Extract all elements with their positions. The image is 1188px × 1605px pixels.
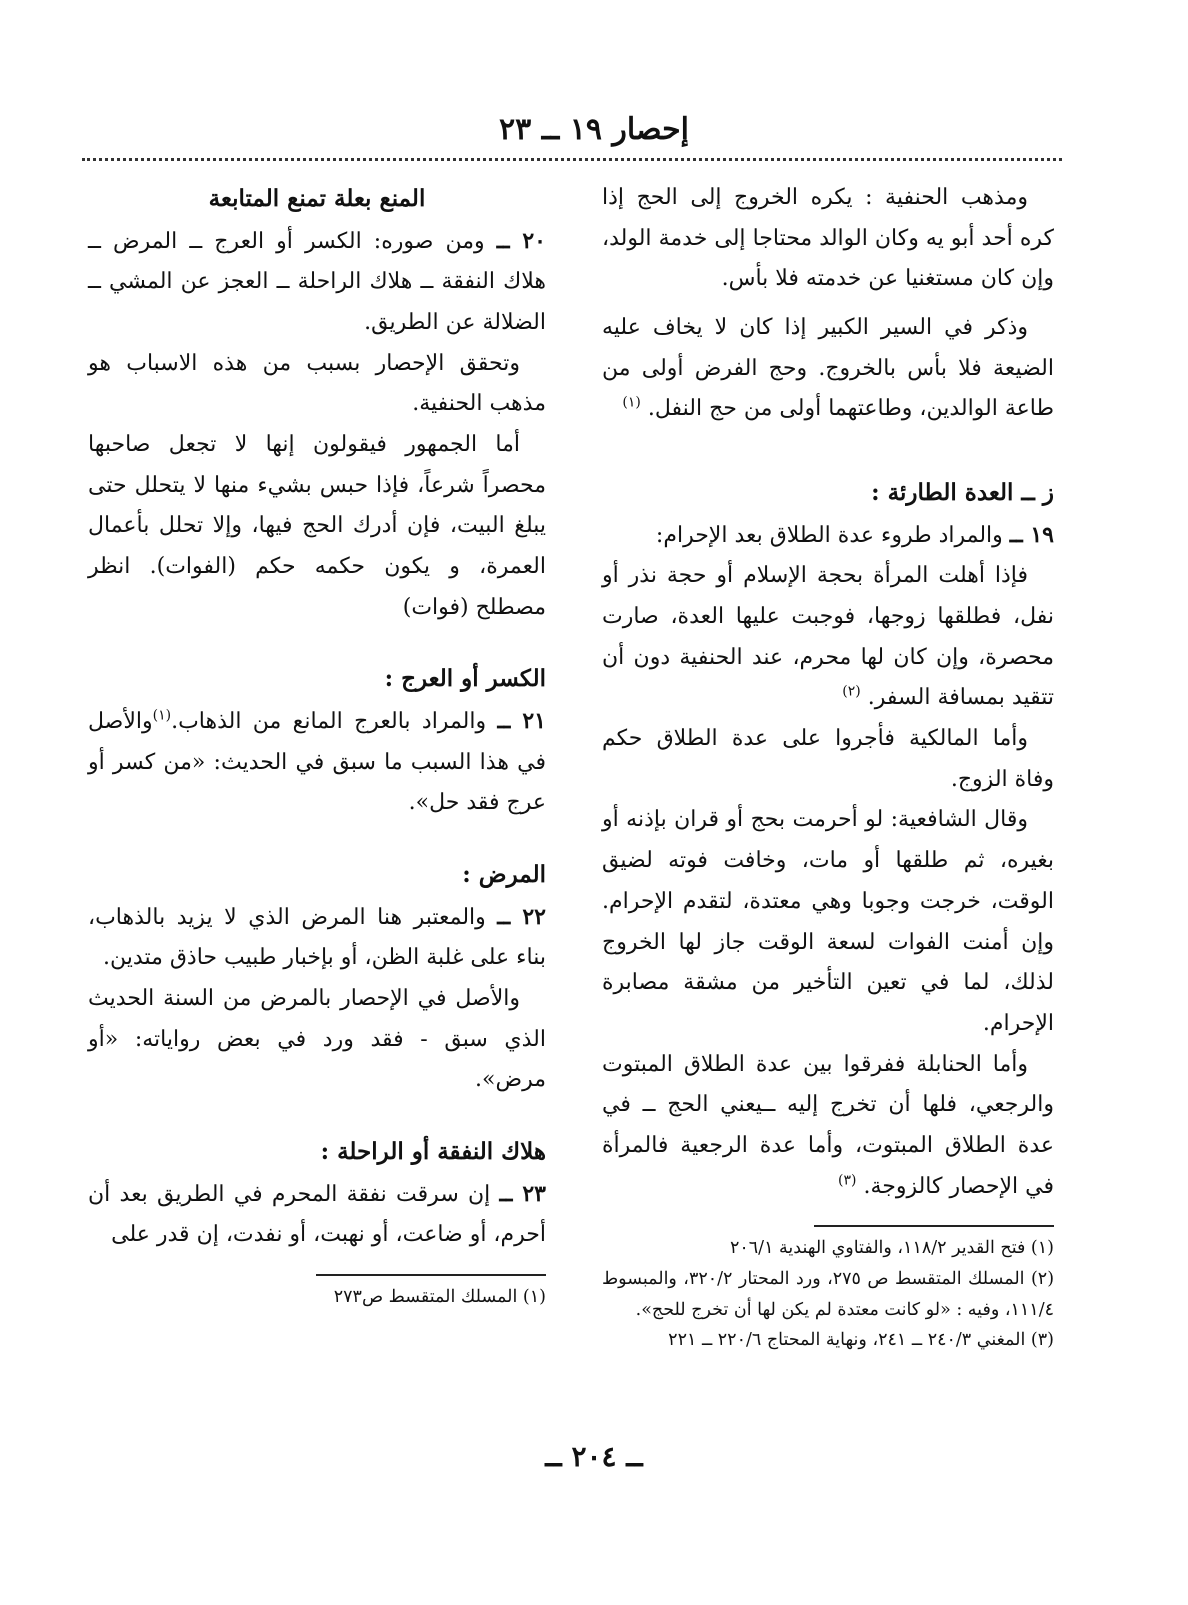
paragraph-20 — [88, 221, 546, 344]
paragraph-hanafi-parents: ومذهب الحنفية : يكره الخروج إلى الحج إذا كره أحد أبو يه وكان الوالد محتاجا إلى خدمة الولد، وإن كان مستغنيا عن خدمته فلا بأس. — [602, 185, 1054, 292]
paragraph-23-text: إن سرقت نفقة المحرم في الطريق بعد أن أحرم، أو ضاعت، أو نهبت، أو نفدت، إن قدر على — [88, 1181, 546, 1248]
paragraph-22-text: والمعتبر هنا المرض الذي لا يزيد بالذهاب، بناء على غلبة الظن، أو بإخبار طبيب حاذق متدين. — [88, 904, 546, 971]
footnote-left-1: (١) المسلك المتقسط ص٢٧٣ — [333, 1286, 546, 1307]
paragraph-asl-marad: والأصل في الإحصار بالمرض من السنة الحديث الذي سبق - فقد ورد في بعض رواياته: «أو مرض». — [88, 985, 546, 1093]
paragraph-number-20: ٢٠ ــ — [496, 227, 546, 254]
paragraph-jumhur: أما الجمهور فيقولون إنها لا تجعل صاحبها محصراً شرعاً، فإذا حبس بشيء منها لا يتحلل حتى يبلغ البيت، فإن أدرك الحج فيها، وإلا تحلل بأعمال العمرة، و يكون حكمه حكم (الفوات). انظر مصطلح (فوات) — [88, 431, 546, 620]
paragraph-19 — [602, 515, 1054, 557]
paragraph-21-text-b: والأصل في هذا السبب ما سبق في الحديث: «من كسر أو عرج فقد حل». — [88, 708, 546, 816]
paragraph-number-22: ٢٢ ــ — [497, 903, 546, 930]
footnote-3: (٣) المغني ٢٤٠/٣ ــ ٢٤١، ونهاية المحتاج ٢٢٠/٦ ــ ٢٢١ — [668, 1330, 1054, 1351]
running-head: إحصار ١٩ ــ ٢٣ — [499, 112, 689, 147]
paragraph-siyar-text: وذكر في السير الكبير إذا كان لا يخاف عليه الضيعة فلا بأس بالخروج. وحج الفرض أولى من طاعة الوالدين، وطاعتهما أولى من حج النفل. — [602, 315, 1054, 422]
right-column — [602, 178, 1054, 1356]
section-heading-kasr: الكسر أو العرج : — [384, 665, 546, 693]
paragraph-number-19: ١٩ ــ — [1009, 521, 1054, 548]
section-heading-obstacle: المنع بعلة تمنع المتابعة — [208, 185, 426, 212]
paragraph-21 — [88, 701, 546, 824]
footnote-ref-left-1: (١) — [152, 707, 172, 724]
footnote-ref-1: (١) — [622, 395, 641, 412]
page-number: ــ ٢٠٤ ــ — [545, 1440, 643, 1473]
section-heading-idda: ز ــ العدة الطارئة : — [871, 479, 1054, 507]
paragraph-23 — [88, 1174, 546, 1256]
paragraph-ihlal — [602, 556, 1054, 719]
footnote-rule-left — [316, 1274, 546, 1276]
paragraph-hanbali-text: وأما الحنابلة ففرقوا بين عدة الطلاق المبتوت والرجعي، فلها أن تخرج إليه ــيعني الحج ــ في عدة الطلاق المبتوت، وأما عدة الرجعية فالمرأة في الإحصار كالزوجة. — [602, 1051, 1054, 1199]
footnote-ref-2: (٢) — [842, 684, 861, 701]
paragraph-19-text: والمراد طروء عدة الطلاق بعد الإحرام: — [655, 522, 1010, 548]
paragraph-21-text-a: والمراد بالعرج المانع من الذهاب. — [171, 708, 498, 734]
section-heading-halak: هلاك النفقة أو الراحلة : — [320, 1138, 546, 1166]
left-column — [88, 178, 546, 1313]
paragraph-22 — [88, 897, 546, 979]
footnote-rule-right — [814, 1225, 1054, 1227]
footnote-2: (٢) المسلك المتقسط ص ٢٧٥، ورد المحتار ٣٢٠/٢، والمبسوط ١١١/٤، وفيه : «لو كانت معتدة لم يكن لها أن تخرج للحج». — [602, 1268, 1055, 1320]
paragraph-hanafi-ihsar: وتحقق الإحصار بسبب من هذه الاسباب هو مذهب الحنفية. — [88, 350, 546, 417]
paragraph-number-21: ٢١ ــ — [497, 707, 546, 734]
section-heading-marad: المرض : — [462, 861, 546, 889]
paragraph-ihlal-text: فإذا أهلت المرأة بحجة الإسلام أو حجة نذر أو نفل، فطلقها زوجها، فوجبت عليها العدة، صارت محصرة، وإن كان لها محرم، عند الحنفية دون أن تتقيد بمسافة السفر. — [602, 563, 1054, 711]
paragraph-siyar — [602, 308, 1054, 430]
paragraph-shafii: وقال الشافعية: لو أحرمت بحج أو قران بإذنه أو بغيره، ثم طلقها أو مات، وخافت فوته لضيق الوقت، خرجت وجوبا وهي معتدة، لتقدم الإحرام. وإن أمنت الفوات لسعة الوقت جاز لها الخروج لذلك، لما في تعين التأخير من مشقة مصابرة الإحرام. — [602, 807, 1054, 1036]
footnote-1: (١) فتح القدير ١١٨/٢، والفتاوي الهندية ٢٠٦/١ — [729, 1238, 1054, 1259]
paragraph-20-text: ومن صوره: الكسر أو العرج ــ المرض ــ هلاك النفقة ــ هلاك الراحلة ــ العجز عن المشي ــ الضلالة عن الطريق. — [88, 228, 546, 335]
footnote-ref-3: (٣) — [837, 1172, 857, 1189]
paragraph-maliki: وأما المالكية فأجروا على عدة الطلاق حكم وفاة الزوج. — [602, 726, 1054, 792]
paragraph-hanbali — [602, 1045, 1054, 1208]
paragraph-number-23: ٢٣ ــ — [499, 1180, 546, 1207]
header-dotted-rule — [82, 158, 1062, 161]
